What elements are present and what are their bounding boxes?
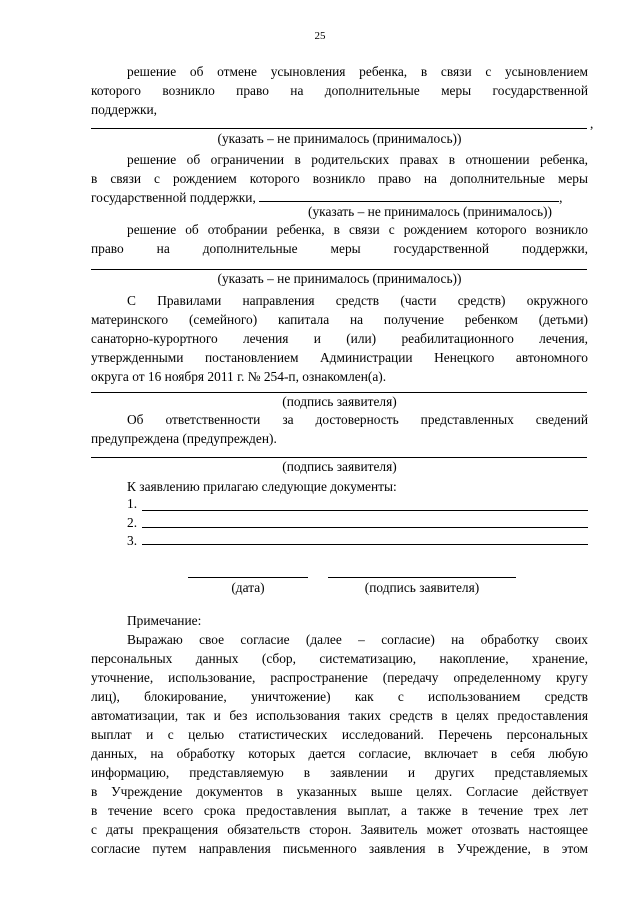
child-removal-caption: (указать – не принималось (принималось)) [217,271,462,286]
adoption-cancel-line-1: решение об отмене усыновления ребенка, в связи с усыновлением [127,64,588,79]
rules-line-2: материнского (семейного) капитала на получение ребенком (детьми) [91,312,588,327]
rules-line-5: округа от 16 ноября 2011 г. № 254-п, ознакомлен(а). [91,369,387,384]
rights-limit-line-2: в связи с рождением которого возникло право на дополнительные меры [91,171,588,186]
rights-limit-caption: (указать – не принималось (принималось)) [308,204,552,219]
rights-limit-blank[interactable] [259,189,559,202]
final-signature-line[interactable] [328,577,516,578]
note-line-6: выплат и с целью статистических исследований. Перечень персональных [91,727,588,742]
adoption-cancel-caption: (указать – не принималось (принималось)) [217,131,462,146]
note-line-3: уточнение, использование, распространение (передачу определенному кругу [91,670,588,685]
note-line-4: лиц), блокирование, уничтожение) как с использованием средств [91,689,588,704]
note-line-5: автоматизации, так и без использования таких средств в целях предоставления [91,708,588,723]
child-removal-blank[interactable] [91,269,587,270]
attachment-number-1: 1. [127,496,138,511]
responsibility-line-2: предупреждена (предупрежден). [91,431,277,446]
note-line-7: данных, на обработку которых дается согласие, включает в себя любую [91,746,588,761]
responsibility-signature-line[interactable] [91,457,587,458]
attachment-line-3[interactable] [142,544,588,545]
adoption-cancel-blank[interactable] [91,128,587,129]
note-line-10: в течение всего срока предоставления выплат, а также в течение трех лет [91,803,588,818]
attachment-line-2[interactable] [142,527,588,528]
rules-line-4: утвержденными постановлением Администрации Ненецкого автономного [91,350,588,365]
note-line-8: информацию, представляемую в заявлении и других представляемых [91,765,588,780]
attachments-intro: К заявлению прилагаю следующие документы: [127,479,397,494]
note-line-2: персональных данных (сбор, систематизацию, накопление, хранение, [91,651,588,666]
date-caption: (дата) [231,580,265,595]
rights-limit-line-3: государственной поддержки, , [91,190,563,205]
rules-line-1: С Правилами направления средств (части средств) окружного [127,293,588,308]
responsibility-signature-caption: (подпись заявителя) [282,459,397,474]
adoption-cancel-line-3: поддержки, [91,102,158,117]
note-line-12: согласие путем направления письменного заявления в Учреждение, в этом [91,841,588,856]
note-line-11: с даты прекращения обязательств сторон. Заявитель может отозвать настоящее [91,822,588,837]
date-line[interactable] [188,577,308,578]
rules-signature-line[interactable] [91,392,587,393]
note-line-9: в Учреждение документов в указанных выше целях. Согласие действует [91,784,588,799]
note-title: Примечание: [127,613,202,628]
attachment-number-2: 2. [127,515,138,530]
rights-limit-line-1: решение об ограничении в родительских правах в отношении ребенка, [127,152,588,167]
final-signature-caption: (подпись заявителя) [364,580,480,595]
child-removal-line-2: право на дополнительные меры государственной поддержки, [91,241,588,256]
attachment-number-3: 3. [127,533,138,548]
adoption-cancel-line-2: которого возникло право на дополнительные меры государственной [91,83,588,98]
page-number: 25 [314,30,326,42]
child-removal-line-1: решение об отобрании ребенка, в связи с рождением которого возникло [127,222,588,237]
rules-signature-caption: (подпись заявителя) [282,394,397,409]
rules-line-3: санаторно-курортного лечения и (или) реабилитационного лечения, [91,331,588,346]
attachment-line-1[interactable] [142,510,588,511]
responsibility-line-1: Об ответственности за достоверность представленных сведений [127,412,588,427]
adoption-cancel-comma: , [590,116,594,131]
note-line-1: Выражаю свое согласие (далее – согласие) на обработку своих [127,632,588,647]
